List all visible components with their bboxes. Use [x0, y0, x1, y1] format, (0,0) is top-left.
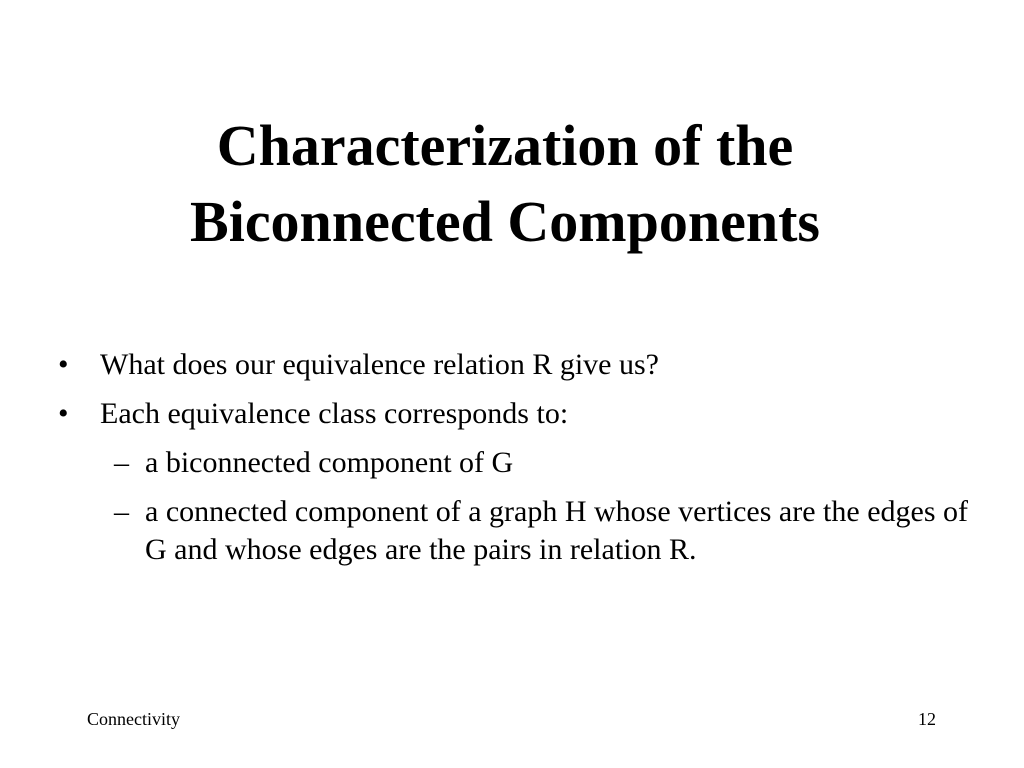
slide-title [0, 108, 1010, 260]
sub-bullet-text: a connected component of a graph H whose vertices are the edges of G and whose edges are the pairs in relation R. [145, 495, 968, 566]
sub-bullet-text: a biconnected component of G [145, 446, 514, 479]
bullet-list [56, 346, 996, 580]
sub-bullet-marker: – [114, 446, 129, 479]
bullet-item [56, 346, 996, 384]
bullet-text: What does our equivalence relation R give us? [100, 348, 659, 381]
footer-label: Connectivity [87, 709, 180, 729]
bullet-marker: • [58, 348, 69, 381]
sub-bullet-item [56, 444, 996, 482]
page-number: 12 [918, 709, 936, 729]
bullet-text: Each equivalence class corresponds to: [100, 397, 569, 430]
sub-bullet-item [56, 493, 996, 569]
bullet-marker: • [58, 397, 69, 430]
sub-bullet-marker: – [114, 495, 129, 528]
slide-title-line-2: Biconnected Components [190, 189, 820, 254]
bullet-item [56, 395, 996, 433]
slide-title-line-1: Characterization of the [216, 113, 794, 178]
